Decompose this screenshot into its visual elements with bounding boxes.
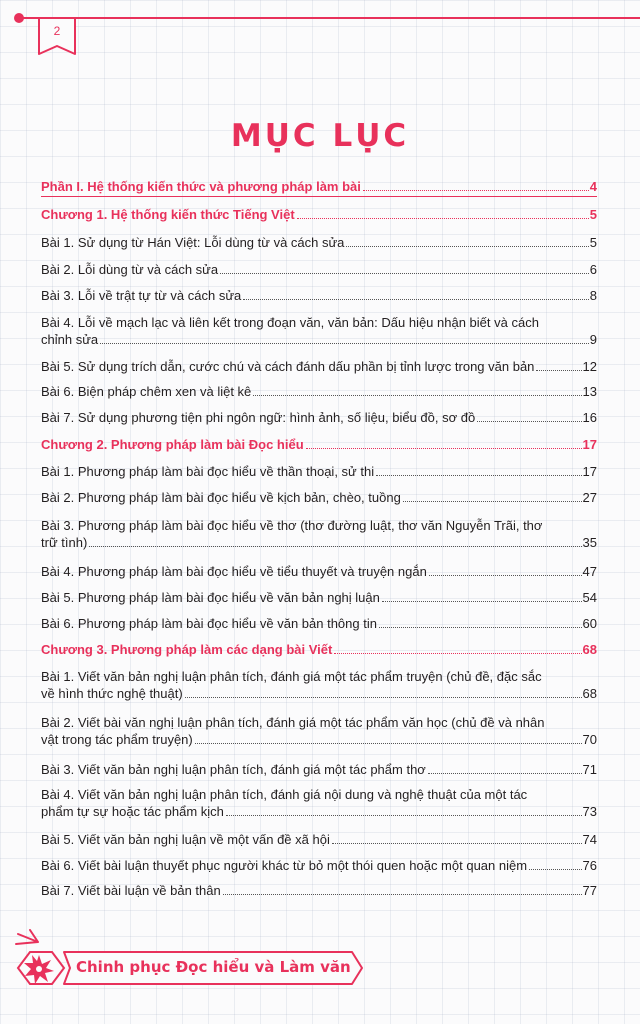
toc-entry[interactable]: Bài 4. Lỗi về mạch lạc và liên kết trong đoạn văn, văn bản: Dấu hiệu nhận biết và cách chỉnh sửa 9 xyxy=(41,315,597,347)
toc-chapter-2[interactable]: Chương 2. Phương pháp làm bài Đọc hiểu 17 xyxy=(41,437,597,452)
toc-entry[interactable]: Bài 5. Phương pháp làm bài đọc hiểu về văn bản nghị luận 54 xyxy=(41,590,597,605)
part-underline xyxy=(41,196,597,197)
page-number: 2 xyxy=(53,24,61,38)
toc-entry[interactable]: Bài 2. Viết bài văn nghị luận phân tích, đánh giá một tác phẩm văn học (chủ đề và nhân vật trong tác phẩm truyện) 70 xyxy=(41,715,597,747)
toc-entry[interactable]: Bài 7. Viết bài luận về bản thân 77 xyxy=(41,883,597,898)
toc-entry[interactable]: Bài 6. Viết bài luận thuyết phục người khác từ bỏ một thói quen hoặc một quan niệm 76 xyxy=(41,858,597,873)
toc-entry[interactable]: Bài 3. Viết văn bản nghị luận phân tích, đánh giá một tác phẩm thơ 71 xyxy=(41,762,597,777)
toc-entry[interactable]: Bài 7. Sử dụng phương tiện phi ngôn ngữ: hình ảnh, số liệu, biểu đồ, sơ đồ 16 xyxy=(41,410,597,425)
toc-part-1[interactable]: Phần I. Hệ thống kiến thức và phương pháp làm bài 4 xyxy=(41,179,597,194)
top-rule-dot xyxy=(14,13,24,23)
footer-banner-title: Chinh phục Đọc hiểu và Làm văn xyxy=(76,958,351,976)
toc-entry[interactable]: Bài 6. Biện pháp chêm xen và liệt kê 13 xyxy=(41,384,597,399)
top-rule xyxy=(20,17,640,19)
toc-entry[interactable]: Bài 2. Phương pháp làm bài đọc hiểu về kịch bản, chèo, tuồng 27 xyxy=(41,490,597,505)
toc-entry[interactable]: Bài 2. Lỗi dùng từ và cách sửa 6 xyxy=(41,262,597,277)
toc-entry[interactable]: Bài 5. Viết văn bản nghị luận về một vấn đề xã hội 74 xyxy=(41,832,597,847)
starburst-icon xyxy=(22,952,56,986)
toc-entry[interactable]: Bài 6. Phương pháp làm bài đọc hiểu về văn bản thông tin 60 xyxy=(41,616,597,631)
toc-entry[interactable]: Bài 4. Viết văn bản nghị luận phân tích, đánh giá nội dung và nghệ thuật của một tác phẩm tự sự hoặc tác phẩm kịch 73 xyxy=(41,787,597,819)
toc-entry[interactable]: Bài 3. Phương pháp làm bài đọc hiểu về thơ (thơ đường luật, thơ văn Nguyễn Trãi, thơ trữ tình) 35 xyxy=(41,518,597,550)
toc-entry[interactable]: Bài 4. Phương pháp làm bài đọc hiểu về tiểu thuyết và truyện ngắn 47 xyxy=(41,564,597,579)
page-title: MỤC LỤC xyxy=(230,118,410,154)
toc-chapter-3[interactable]: Chương 3. Phương pháp làm các dạng bài Viết 68 xyxy=(41,642,597,657)
toc-entry[interactable]: Bài 1. Viết văn bản nghị luận phân tích, đánh giá một tác phẩm truyện (chủ đề, đặc sắc về hình thức nghệ thuật) 68 xyxy=(41,669,597,701)
toc-entry[interactable]: Bài 3. Lỗi về trật tự từ và cách sửa 8 xyxy=(41,288,597,303)
toc-entry[interactable]: Bài 1. Sử dụng từ Hán Việt: Lỗi dùng từ và cách sửa 5 xyxy=(41,235,597,250)
toc-entry[interactable]: Bài 5. Sử dụng trích dẫn, cước chú và cách đánh dấu phần bị tỉnh lược trong văn bản 12 xyxy=(41,359,597,374)
toc-entry[interactable]: Bài 1. Phương pháp làm bài đọc hiểu về thần thoại, sử thi 17 xyxy=(41,464,597,479)
toc-chapter-1[interactable]: Chương 1. Hệ thống kiến thức Tiếng Việt 5 xyxy=(41,207,597,222)
